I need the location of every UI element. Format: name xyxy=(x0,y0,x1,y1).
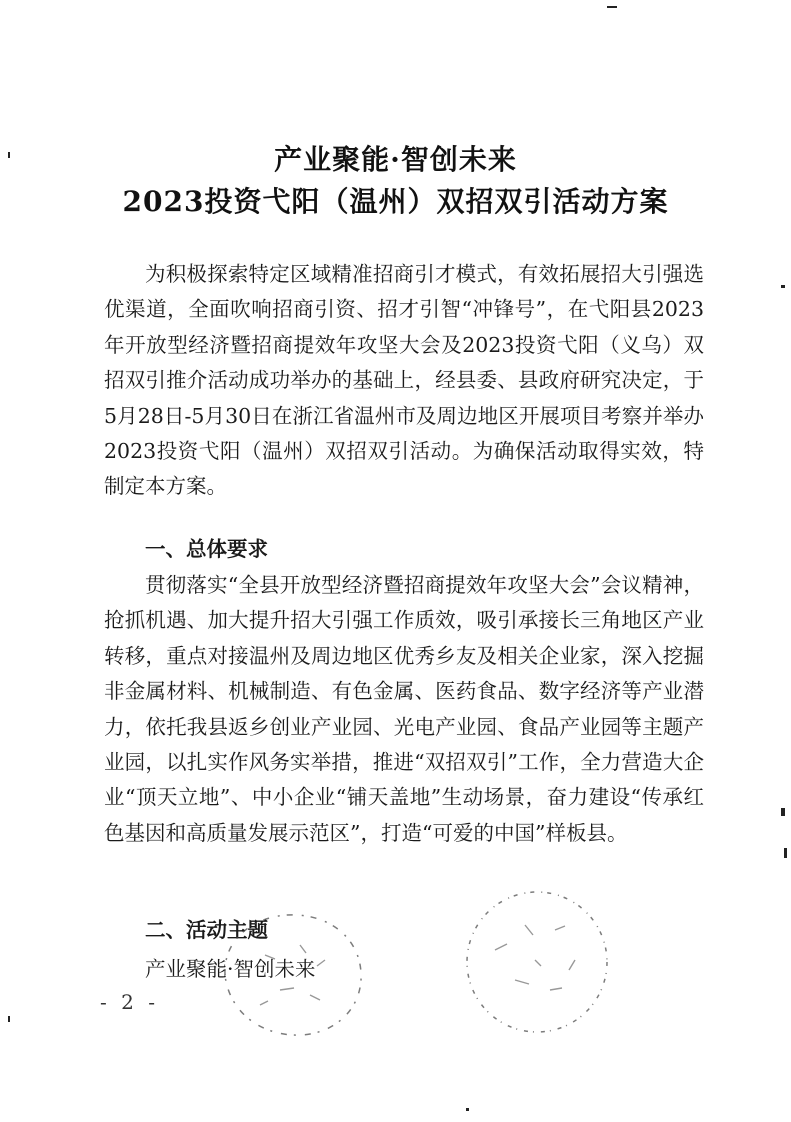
section1-heading: 一、总体要求 xyxy=(145,537,268,561)
scan-mark xyxy=(784,848,787,858)
section2-heading: 二、活动主题 xyxy=(145,918,268,942)
scan-mark xyxy=(781,285,785,288)
seal-stamp-right xyxy=(455,880,620,1045)
section1-paragraph: 贯彻落实“全县开放型经济暨招商提效年攻坚大会”会议精神，抢抓机遇、加大提升招大引强工作质效，吸引承接长三角地区产业转移，重点对接温州及周边地区优秀乡友及相关企业家，深入挖掘非金属材料、机械制造、有色金属、医药食品、数字经济等产业潜力，依托我县返乡创业产业园、光电产业园、食品产业园等主题产业园，以扎实作风务实举措，推进“双招双引”工作，全力营造大企业“顶天立地”、中小企业“铺天盖地”生动场景，奋力建设“传承红色基因和高质量发展示范区”，打造“可爱的中国”样板县。 xyxy=(104,573,704,845)
intro-paragraph: 为积极探索特定区域精准招商引才模式，有效拓展招大引强选优渠道，全面吹响招商引资、招才引智“冲锋号”，在弋阳县2023年开放型经济暨招商提效年攻坚大会及2023投资弋阳（义乌）双招双引推介活动成功举办的基础上，经县委、县政府研究决定，于5月28日-5月30日在浙江省温州市及周边地区开展项目考察并举办2023投资弋阳（温州）双招双引活动。为确保活动取得实效，特制定本方案。 xyxy=(104,262,704,499)
document-title-line2: 2023投资弋阳（温州）双招双引活动方案 xyxy=(122,185,669,218)
section2-text: 产业聚能·智创未来 xyxy=(145,957,316,981)
seal-stamp-left xyxy=(205,905,380,1045)
scan-mark xyxy=(8,1016,10,1022)
scan-mark xyxy=(607,6,617,8)
document-title-line1: 产业聚能·智创未来 xyxy=(274,143,517,176)
scan-mark xyxy=(466,1108,469,1111)
scan-mark xyxy=(781,808,785,816)
page-number: - 2 - xyxy=(100,990,159,1014)
scan-mark xyxy=(8,152,10,158)
